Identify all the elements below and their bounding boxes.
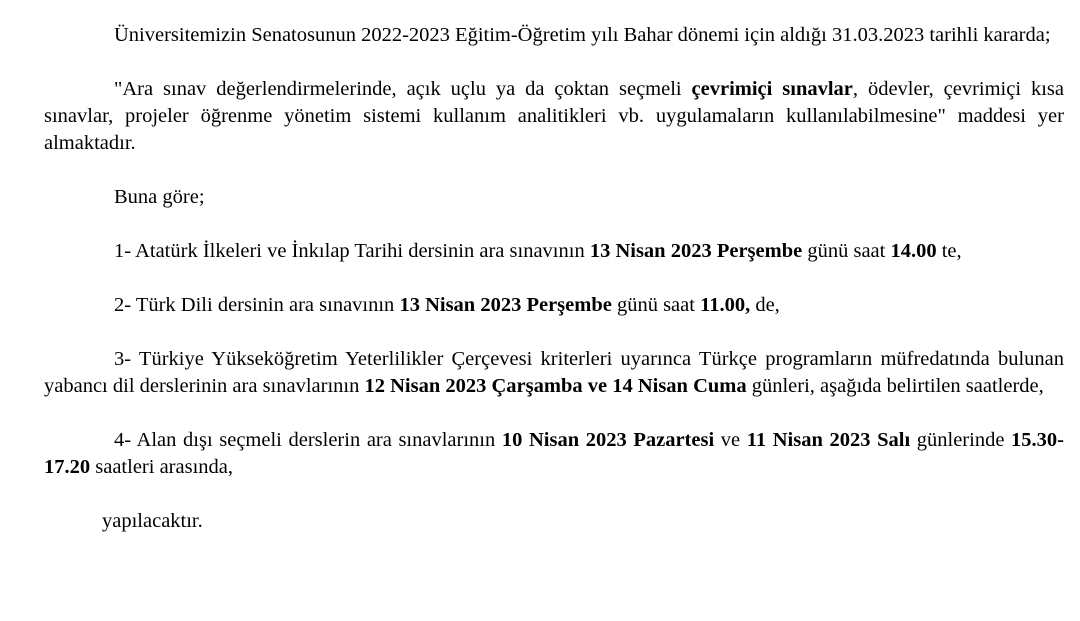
- text-run: Buna göre;: [114, 186, 205, 208]
- document-body: [44, 22, 1064, 535]
- text-run: te,: [936, 240, 962, 262]
- text-run: günü saat: [802, 240, 891, 262]
- text-run: saatleri arasında,: [90, 456, 233, 478]
- bold-date: 12 Nisan 2023 Çarşamba ve 14 Nisan Cuma: [364, 375, 747, 397]
- paragraph-senate-decision: [44, 22, 1064, 49]
- paragraph-closing: [44, 508, 1064, 535]
- text-run: günü saat: [611, 294, 701, 316]
- paragraph-quoted-article: [44, 76, 1064, 157]
- text-run: günleri, aşağıda belirtilen saatlerde,: [746, 375, 1044, 397]
- bold-date: 13 Nisan 2023 Perşembe: [399, 294, 612, 316]
- paragraph-accordingly: [44, 184, 1064, 211]
- text-run: 4- Alan dışı seçmeli derslerin ara sınavlarının: [114, 429, 502, 451]
- text-run: ve: [714, 429, 747, 451]
- bold-run: çevrimiçi sınavlar: [691, 78, 853, 100]
- text-run: 2- Türk Dili dersinin ara sınavının: [114, 294, 400, 316]
- bold-time: 11.00,: [700, 294, 751, 316]
- paragraph-item-3: [44, 346, 1064, 400]
- paragraph-item-4: [44, 427, 1064, 481]
- bold-time: 14.00: [890, 240, 937, 262]
- text-run: yapılacaktır.: [102, 510, 203, 532]
- text-run: , ödevler, çevrimiçi kısa sınavlar, projeler öğrenme yönetim sistemi kullanım analitikleri vb. uygulamaların kullanılabilmesine" maddesi yer almaktadır.: [44, 78, 1064, 154]
- paragraph-item-1: [44, 238, 1064, 265]
- bold-date: 13 Nisan 2023 Perşembe: [589, 240, 803, 262]
- bold-date: 10 Nisan 2023 Pazartesi: [501, 429, 715, 451]
- paragraph-item-2: [44, 292, 1064, 319]
- bold-time: 15.30-17.20: [44, 429, 1064, 478]
- text-run: 1- Atatürk İlkeleri ve İnkılap Tarihi dersinin ara sınavının: [114, 240, 590, 262]
- bold-date: 11 Nisan 2023 Salı: [746, 429, 911, 451]
- text-run: de,: [750, 294, 780, 316]
- text-run: Üniversitemizin Senatosunun 2022-2023 Eğitim-Öğretim yılı Bahar dönemi için aldığı 31.03.2023 tarihli kararda;: [114, 24, 1051, 46]
- text-run: günlerinde: [910, 429, 1012, 451]
- text-run: 3- Türkiye Yükseköğretim Yeterlilikler Çerçevesi kriterleri uyarınca Türkçe programların müfredatında bulunan yabancı dil derslerinin ara sınavlarının: [44, 348, 1064, 397]
- text-run: "Ara sınav değerlendirmelerinde, açık uçlu ya da çoktan seçmeli: [114, 78, 692, 100]
